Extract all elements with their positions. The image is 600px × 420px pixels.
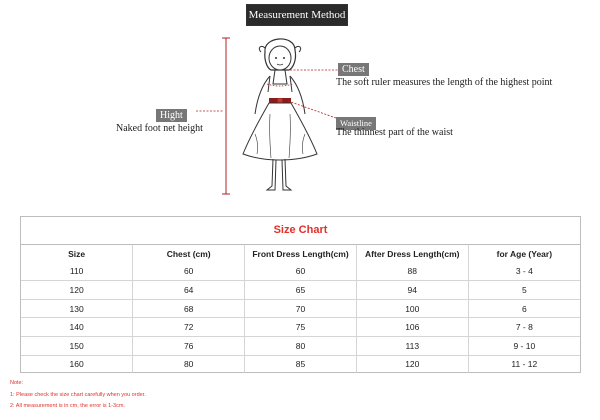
table-row <box>21 281 580 300</box>
cell-size: 150 <box>21 336 133 355</box>
cell-after-length: 113 <box>356 336 468 355</box>
connector-lines <box>180 60 350 130</box>
cell-size: 130 <box>21 299 133 318</box>
table-row <box>21 355 580 373</box>
cell-size: 140 <box>21 318 133 337</box>
cell-chest: 76 <box>133 336 245 355</box>
cell-front-length: 80 <box>245 336 357 355</box>
header-front-length: Front Dress Length(cm) <box>245 245 357 263</box>
cell-front-length: 75 <box>245 318 357 337</box>
cell-age: 6 <box>468 299 580 318</box>
size-chart <box>20 216 581 373</box>
cell-front-length: 85 <box>245 355 357 373</box>
cell-front-length: 60 <box>245 263 357 281</box>
cell-chest: 64 <box>133 281 245 300</box>
table-row <box>21 263 580 281</box>
cell-after-length: 88 <box>356 263 468 281</box>
header-size: Size <box>21 245 133 263</box>
cell-after-length: 120 <box>356 355 468 373</box>
cell-after-length: 100 <box>356 299 468 318</box>
cell-chest: 68 <box>133 299 245 318</box>
cell-age: 5 <box>468 281 580 300</box>
chest-label: Chest <box>338 63 369 76</box>
cell-age: 3 - 4 <box>468 263 580 281</box>
header-age: for Age (Year) <box>496 248 553 259</box>
table-row <box>21 336 580 355</box>
measurement-method-title: Measurement Method <box>246 4 348 26</box>
table-row <box>21 318 580 337</box>
cell-chest: 72 <box>133 318 245 337</box>
table-row <box>21 299 580 318</box>
cell-size: 110 <box>21 263 133 281</box>
size-chart-title: Size Chart <box>21 217 580 245</box>
size-table <box>21 245 580 373</box>
note-line-2: 2: All measurement is in cm, the error is 1-3cm. <box>10 403 125 409</box>
cell-age: 11 - 12 <box>511 359 538 370</box>
header-after-length: After Dress Length(cm) <box>356 245 468 263</box>
cell-after-length: 106 <box>356 318 468 337</box>
hight-label: Hight <box>156 109 187 122</box>
chest-description: The soft ruler measures the length of the highest point <box>336 77 553 88</box>
table-header-row <box>21 245 580 263</box>
cell-after-length: 94 <box>356 281 468 300</box>
header-chest: Chest (cm) <box>133 245 245 263</box>
waistline-label: Waistline <box>336 117 376 130</box>
note-line-1: 1: Please check the size chart carefully when you order. <box>10 392 146 398</box>
cell-size: 160 <box>21 355 133 373</box>
note-label: Note: <box>10 380 24 386</box>
cell-front-length: 65 <box>245 281 357 300</box>
cell-front-length: 70 <box>245 299 357 318</box>
cell-age: 9 - 10 <box>468 336 580 355</box>
cell-age: 7 - 8 <box>468 318 580 337</box>
cell-chest: 80 <box>133 355 245 373</box>
waist-description: The thinnest part of the waist <box>336 127 453 138</box>
hight-description: Naked foot net height <box>116 123 203 134</box>
cell-chest: 60 <box>133 263 245 281</box>
cell-size: 120 <box>21 281 133 300</box>
